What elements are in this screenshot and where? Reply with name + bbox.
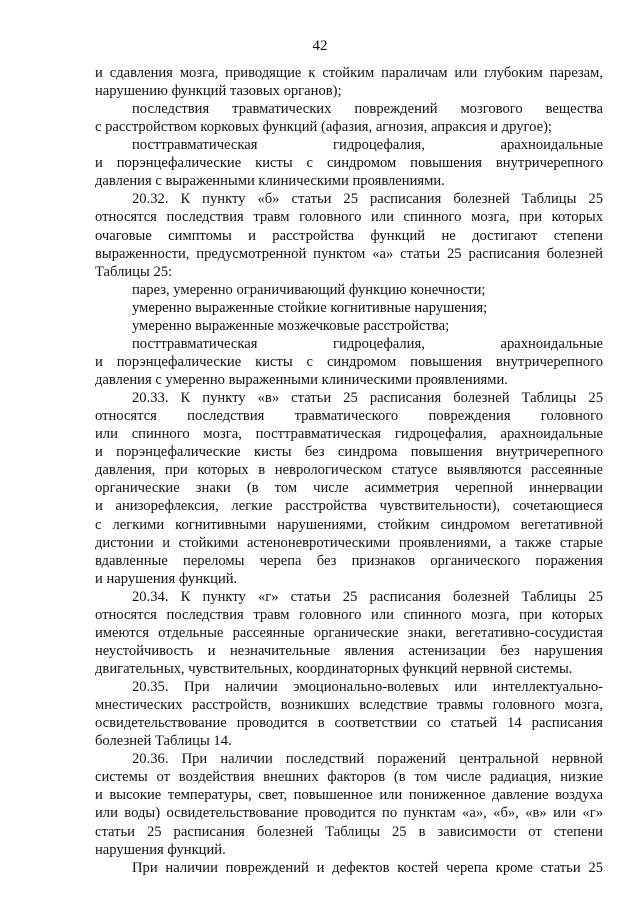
text-line: При наличии повреждений и дефектов костей черепа кроме статьи 25 — [132, 859, 603, 876]
text-line: и нарушения функций. — [95, 570, 238, 587]
text-line: посттравматическая гидроцефалия, арахноидальные — [132, 137, 603, 154]
text-line: давления, при которых в неврологическом статусе выявляются рассеянные — [95, 462, 603, 479]
text-line: статьи 25 расписания болезней Таблицы 25 в зависимости от степени — [95, 823, 603, 840]
text-line: и сдавления мозга, приводящие к стойким параличам или глубоким парезам, — [95, 65, 603, 81]
text-line: и порэнцефалические кисты с синдромом повышения внутричерепного — [95, 155, 603, 172]
text-line: и порэнцефалические кисты без синдрома повышения внутричерепного — [95, 444, 603, 461]
text-line: болезней Таблицы 14. — [95, 733, 232, 750]
text-line: нарушения функций. — [95, 841, 226, 858]
text-line: системы от воздействия внешних факторов (в том числе радиация, низкие — [95, 769, 603, 786]
text-line: дистонии и стойкими астеноневротическими проявлениями, а также старые — [95, 534, 603, 551]
text-line: вдавленные переломы черепа без признаков органического поражения — [95, 552, 603, 569]
text-line: двигательных, чувствительных, координаторных функций нервной системы. — [95, 660, 573, 677]
text-line: или воды) освидетельствование проводится по пунктам «а», «б», «в» или «г» — [95, 805, 603, 822]
text-line: 20.33. К пункту «в» статьи 25 расписания болезней Таблицы 25 — [132, 390, 603, 407]
text-line: имеются отдельные рассеянные органические знаки, вегетативно-сосудистая — [95, 624, 603, 641]
text-line: 20.32. К пункту «б» статьи 25 расписания болезней Таблицы 25 — [132, 191, 603, 208]
text-line: относятся последствия травм головного или спинного мозга, при которых — [95, 606, 603, 623]
text-line: давления с выраженными клиническими проявлениями. — [95, 173, 445, 190]
text-line: и высокие температуры, свет, повышенное или пониженное давление воздуха — [95, 787, 603, 804]
page-number: 42 — [312, 38, 328, 54]
text-line: умеренно выраженные мозжечковые расстройства; — [132, 317, 450, 334]
text-line: 20.34. К пункту «г» статьи 25 расписания болезней Таблицы 25 — [132, 588, 603, 605]
text-line: освидетельствование проводится в соответствии со статьей 14 расписания — [95, 715, 603, 732]
text-line: нарушению функций тазовых органов); — [95, 83, 342, 100]
text-line: парез, умеренно ограничивающий функцию конечности; — [132, 281, 486, 298]
text-line: выраженности, предусмотренной пунктом «а» статьи 25 расписания болезней — [95, 245, 603, 262]
text-line: очаговые симптомы и расстройства функций не достигают степени — [95, 227, 603, 244]
text-line: Таблицы 25: — [95, 263, 173, 280]
text-line: мнестических расстройств, возникших вследствие травмы головного мозга, — [95, 697, 603, 714]
text-line: относятся последствия травматического повреждения головного — [95, 408, 603, 425]
text-line: умеренно выраженные стойкие когнитивные нарушения; — [132, 299, 488, 316]
text-line: или спинного мозга, посттравматическая гидроцефалия, арахноидальные — [95, 426, 603, 443]
text-line: последствия травматических повреждений мозгового вещества — [132, 101, 603, 118]
text-line: и порэнцефалические кисты с синдромом повышения внутричерепного — [95, 353, 603, 370]
text-line: 20.35. При наличии эмоционально-волевых или интеллектуально- — [132, 679, 603, 696]
text-line: относятся последствия травм головного или спинного мозга, при которых — [95, 209, 603, 226]
text-line: с легкими когнитивными нарушениями, стойким синдромом вегетативной — [95, 516, 603, 533]
text-line: посттравматическая гидроцефалия, арахноидальные — [132, 335, 603, 352]
text-line: и анизорефлексия, легкие расстройства чувствительности), сочетающиеся — [95, 498, 603, 515]
text-line: 20.36. При наличии последствий поражений центральной нервной — [132, 751, 603, 768]
text-line: давления с умеренно выраженными клиническими проявлениями. — [95, 372, 508, 389]
text-line: с расстройством корковых функций (афазия, агнозия, апраксия и другое); — [95, 119, 552, 136]
text-line: органические знаки (в том числе асимметрия черепной иннервации — [95, 480, 603, 497]
text-line: неустойчивость и незначительные явления астенизации без нарушения — [95, 642, 603, 659]
